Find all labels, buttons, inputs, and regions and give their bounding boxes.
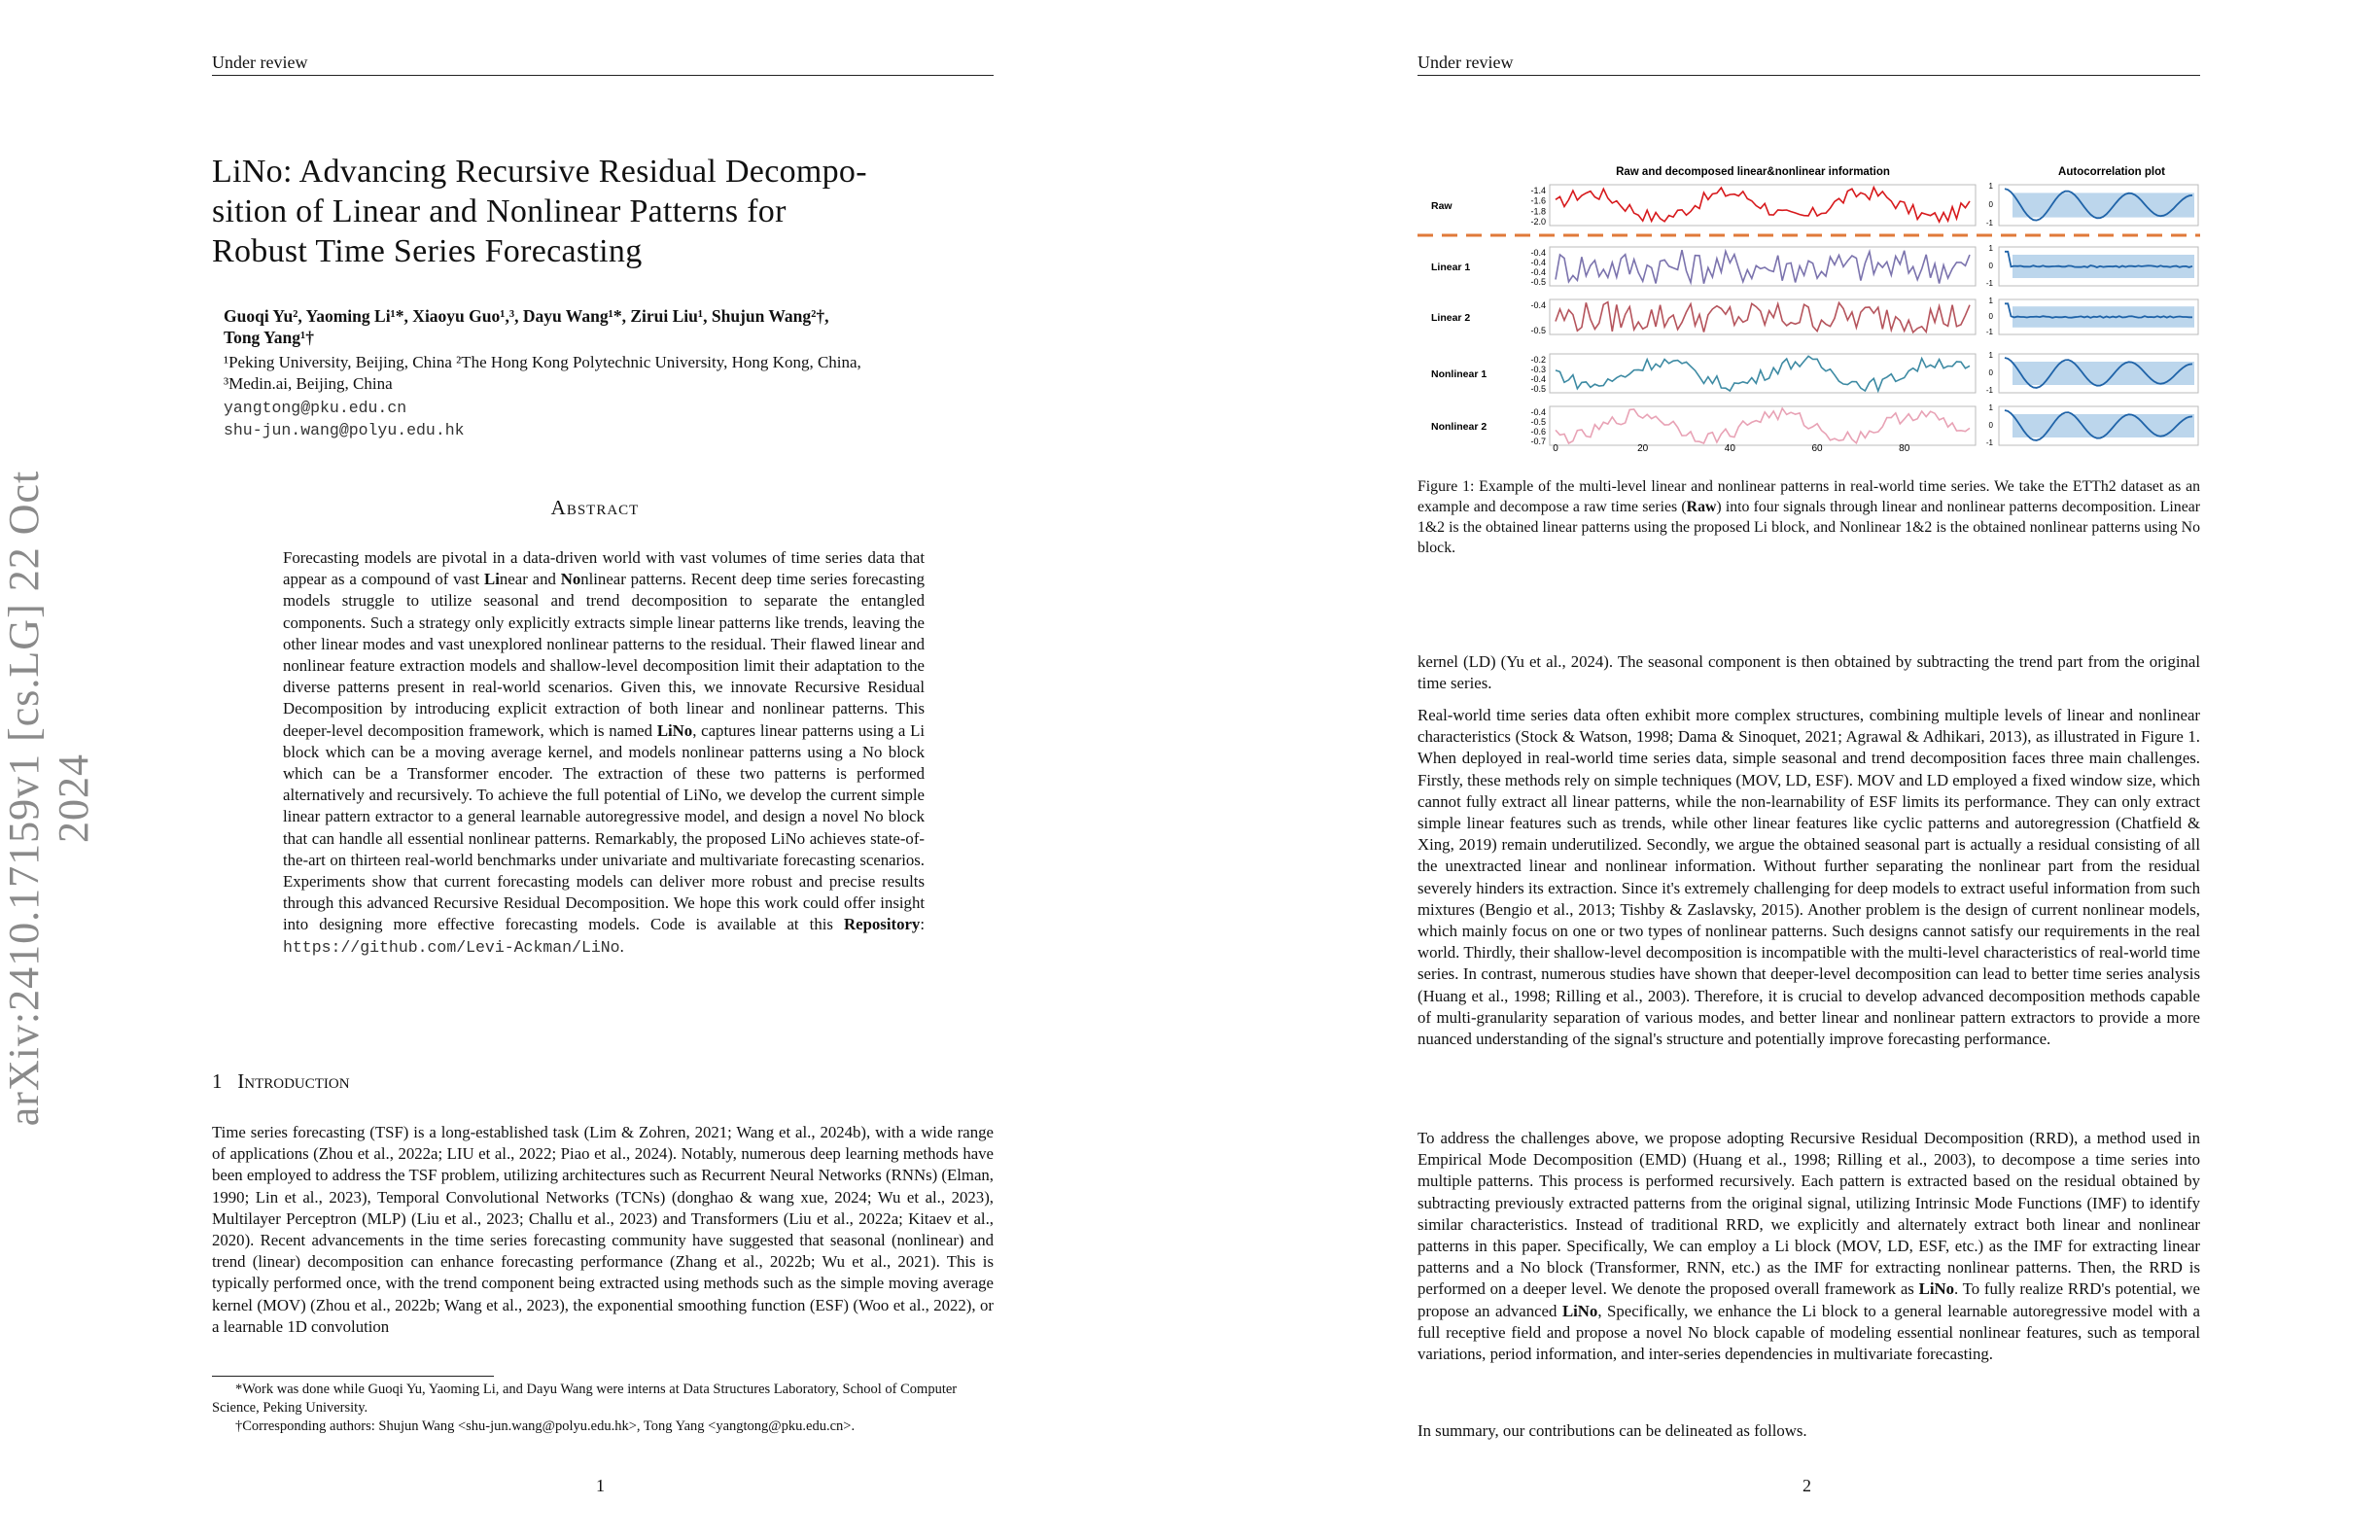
figure-row-3 [1431, 351, 2198, 395]
figure-1 [1418, 154, 2200, 457]
row-tick-label: -0.4 [1530, 267, 1546, 277]
caption-bold-raw: Raw [1686, 499, 1717, 515]
page-number-2: 2 [1802, 1476, 1811, 1495]
caption-prefix: Figure 1: Example of the multi-level linear and nonlinear patterns in real-world time series. We take the ETTh2 dataset as an example and decompose a raw time series ( [1418, 478, 2200, 515]
authors-line-2: Tong Yang¹† [224, 328, 314, 347]
acf-tick-label: -1 [1985, 328, 1993, 336]
page-number-1: 1 [596, 1476, 605, 1495]
abstract-bold-lino: LiNo [656, 720, 693, 740]
abstract-body [283, 547, 925, 959]
plot-frame [1550, 406, 1976, 445]
series-line [1556, 356, 1970, 391]
acf-tick-label: -1 [1985, 386, 1993, 395]
row-label: Linear 2 [1431, 312, 1471, 324]
row-tick-label: -1.8 [1530, 206, 1546, 217]
series-line [1556, 188, 1970, 222]
figure-title-right: Autocorrelation plot [2058, 166, 2165, 178]
para3-bold-lino-2: LiNo [1561, 1301, 1598, 1320]
x-tick-label: 80 [1899, 443, 1910, 454]
figure-row-1 [1431, 244, 2198, 288]
acf-tick-label: 0 [1988, 262, 1993, 270]
row-tick-label: -1.6 [1530, 195, 1546, 206]
author-list [224, 305, 1001, 348]
para3-text-a: To address the challenges above, we propose adopting Recursive Residual Decomposition (RRD), a method used in Empirical Mode Decomposition (EMD) (Huang et al., 1998; Rilling et al., 2003), to decompose a time series into multiple patterns. This process is performed recursively. Each pattern is extracted based on the residual obtained by subtracting previously extracted patterns from the original signal, utilizing Intrinsic Mode Functions (IMF) to identify similar characteristics. Instead of traditional RRD, we explicitly and alternately extract both linear and nonlinear patterns in this paper. Specifically, We can employ a Li block (MOV, LD, ESF, etc.) as the IMF for extracting linear patterns and a No block (Transformer, RNN, etc.) as the IMF for extracting nonlinear patterns. Then, the RRD is performed on a deeper level. We denote the proposed overall framework as [1418, 1129, 2200, 1299]
title-line-2: sition of Linear and Nonlinear Patterns for [212, 193, 787, 229]
row-tick-label: -0.4 [1530, 407, 1546, 417]
abstract-text-d: , captures linear patterns using a Li block which can be a moving average kernel, and models nonlinear patterns using a No block which can be a Transformer encoder. The extraction of these two patterns is performed alternatively and recursively. To achieve the full potential of LiNo, we develop the current simple linear pattern extractor to a general learnable autoregressive model, and design a novel No block that can handle all essential nonlinear patterns. Remarkably, the proposed LiNo achieves state-of-the-art on thirteen real-world benchmarks under univariate and multivariate forecasting scenarios. Experiments show that current forecasting models can deliver more robust and precise results through this advanced Recursive Residual Decomposition. We hope this work could offer insight into designing more effective forecasting models. Code is available at this [283, 720, 926, 934]
row-tick-label: -0.5 [1530, 417, 1546, 427]
acf-tick-label: 0 [1988, 312, 1993, 321]
figure-row-0 [1431, 182, 2198, 228]
para3-text-c: , Specifically, we enhance the Li block to a general learnable autoregressive model with a full receptive field and propose a novel No block capable of modeling essential nonlinear features, such as temporal variations, period information, and inter-series dependencies in multivariate forecasting. [1418, 1301, 2200, 1364]
abstract-text-a: Forecasting models are pivotal in a data-driven world with vast volumes of time series data that appear as a compound of vast [283, 548, 925, 589]
title-line-3: Robust Time Series Forecasting [212, 233, 643, 269]
row-tick-label: -0.4 [1530, 248, 1546, 258]
header-rule [212, 75, 994, 76]
abstract-bold-li: Li [484, 570, 500, 589]
intro-paragraph-1: Time series forecasting (TSF) is a long-established task (Lim & Zohren, 2021; Wang et al., 2024b), with a wide range of applications (Zhou et al., 2022a; LIU et al., 2022; Piao et al., 2024). Notably, numerous deep learning methods have been employed to address the TSF problem, utilizing architectures such as Recurrent Neural Networks (RNNs) (Elman, 1990; Lin et al., 2023), Temporal Convolutional Networks (TCNs) (donghao & wang xue, 2024; Wu et al., 2023), Multilayer Perceptron (MLP) (Liu et al., 2023; Challu et al., 2023) and Transformers (Liu et al., 2022a; Kitaev et al., 2020). Recent advancements in the time series forecasting community have suggested that seasonal (nonlinear) and trend (linear) decomposition can enhance forecasting performance (Zhang et al., 2022b; Wu et al., 2021). This is typically performed once, with the trend component being extracted using methods such as the simple moving average kernel (MOV) (Zhou et al., 2022b; Wang et al., 2023), the exponential smoothing function (ESF) (Woo et al., 2022), or a learnable 1D convolution [212, 1123, 994, 1336]
abstract-text-f: . [619, 936, 624, 956]
acf-tick-label: 0 [1988, 368, 1993, 377]
running-head-right: Under review [1418, 52, 1514, 72]
caption-suffix: ) into four signals through linear and nonlinear patterns decomposition. Linear 1&2 is the obtained linear patterns using the proposed Li block, and Nonlinear 1&2 is the obtained nonlinear patterns using No block. [1418, 499, 2200, 556]
email-pku[interactable]: yangtong@pku.edu.cn [224, 399, 407, 417]
abstract-bold-no: No [560, 570, 581, 589]
page2-paragraph-3 [1418, 1128, 2200, 1365]
paper-title [212, 152, 1009, 271]
row-label: Linear 1 [1431, 262, 1471, 273]
footnote-1: *Work was done while Guoqi Yu, Yaoming Li, and Dayu Wang were interns at Data Structures Laboratory, School of Computer Science, Peking University. [212, 1382, 958, 1416]
abstract-text-b: near and [499, 570, 561, 589]
row-tick-label: -0.4 [1530, 258, 1546, 267]
figure-title-left: Raw and decomposed linear&nonlinear information [1616, 166, 1890, 178]
footnote-2: †Corresponding authors: Shujun Wang <shu-jun.wang@polyu.edu.hk>, Tong Yang <yangtong@pku.edu.cn>. [235, 1418, 856, 1434]
row-tick-label: -1.4 [1530, 186, 1546, 195]
figure-1-caption [1418, 476, 2200, 558]
acf-tick-label: 1 [1988, 244, 1993, 253]
affiliations [224, 352, 1001, 395]
x-tick-label: 0 [1553, 443, 1558, 454]
row-tick-label: -0.7 [1530, 437, 1546, 446]
acf-tick-label: 1 [1988, 351, 1993, 360]
acf-tick-label: -1 [1985, 219, 1993, 228]
page2-paragraph-2: Real-world time series data often exhibit more complex structures, combining multiple levels of linear and nonlinear characteristics (Stock & Watson, 1998; Dama & Sinoquet, 2021; Agrawal & Adhikari, 2013), as illustrated in Figure 1. When deployed in real-world time series data, simple seasonal and trend decomposition faces three main challenges. Firstly, these methods rely on simple techniques (MOV, LD, ESF). MOV and LD employed a fixed window size, which cannot fully extract all linear patterns, while the non-learnability of ESF limits its performance. They can only extract simple linear features such as trends, while other linear features like cyclic patterns and autoregression (Chatfield & Xing, 2019) remain underutilized. Secondly, we argue the obtained seasonal part is actually a residual consisting of all the unextracted linear and nonlinear information. Without further separating the nonlinear part from the residual severely hinders its extraction. Since it's extremely challenging for deep models to extract useful information from such mixtures (Bengio et al., 2013; Tishby & Zaslavsky, 2015). Another problem is the design of current nonlinear models, which mainly focus on one or two types of nonlinear patterns. Such designs cannot satisfy our requirements in the real world. Thirdly, their shallow-level decomposition is incompatible with the multi-level characteristics of real-world time series. In contrast, numerous studies have shown that deeper-level decomposition can lead to better time series analysis (Huang et al., 1998; Rilling et al., 2003). Therefore, it is crucial to develop advanced decomposition methods capable of multi-granularity separation of various modes, and better linear and nonlinear pattern extractors to provide a more nuanced understanding of the signal's structure and potentially improve forecasting performance. [1418, 706, 2200, 1049]
acf-tick-label: -1 [1985, 279, 1993, 288]
acf-tick-label: -1 [1985, 438, 1993, 447]
abstract-text-e: : [920, 915, 925, 934]
affiliations-line-1: ¹Peking University, Beijing, China ²The Hong Kong Polytechnic University, Hong Kong, China, [224, 353, 861, 371]
figure-row-2 [1431, 297, 2198, 336]
row-tick-label: -2.0 [1530, 217, 1546, 227]
row-label: Raw [1431, 200, 1452, 212]
row-label: Nonlinear 2 [1431, 421, 1488, 433]
row-tick-label: -0.6 [1530, 427, 1546, 437]
acf-tick-label: 0 [1988, 200, 1993, 209]
header-rule-2 [1418, 75, 2200, 76]
section-heading-introduction [212, 1069, 350, 1094]
footnote-rule [212, 1376, 494, 1377]
acf-tick-label: 1 [1988, 297, 1993, 305]
email-polyu[interactable]: shu-jun.wang@polyu.edu.hk [224, 421, 465, 439]
x-tick-label: 20 [1637, 443, 1649, 454]
repository-link[interactable]: https://github.com/Levi-Ackman/LiNo [283, 937, 620, 957]
abstract-bold-repository: Repository [844, 915, 921, 934]
row-tick-label: -0.5 [1530, 326, 1546, 335]
running-head-left: Under review [212, 52, 308, 72]
x-tick-label: 60 [1811, 443, 1823, 454]
abstract-text-c: nlinear patterns. Recent deep time series forecasting models struggle to utilize seasonal and trend decomposition to separate the entangled components. Such a strategy only explicitly extracts simple linear patterns like trends, leaving the other linear modes and vast unexplored nonlinear patterns to the residual. Their flawed linear and nonlinear feature extraction models and shallow-level decomposition limit their adaptation to the diverse patterns present in real-world scenarios. Given this, we innovate Recursive Residual Decomposition by introducing explicit extraction of both linear and nonlinear patterns. This deeper-level decomposition framework, which is named [283, 570, 926, 740]
para3-bold-lino-1: LiNo [1918, 1279, 1954, 1299]
series-line [1556, 250, 1970, 284]
row-tick-label: -0.4 [1530, 300, 1546, 310]
authors-line-1: Guoqi Yu², Yaoming Li¹*, Xiaoyu Guo¹,³, Dayu Wang¹*, Zirui Liu¹, Shujun Wang²†, [224, 306, 829, 326]
series-line [1556, 302, 1970, 332]
section-number: 1 [212, 1069, 223, 1093]
affiliations-line-2: ³Medin.ai, Beijing, China [224, 374, 393, 393]
acf-tick-label: 0 [1988, 421, 1993, 430]
series-line [1556, 408, 1970, 443]
x-tick-label: 40 [1724, 443, 1735, 454]
row-tick-label: -0.5 [1530, 277, 1546, 287]
figure-row-4 [1431, 403, 2198, 447]
abstract-heading: Abstract [550, 496, 640, 519]
row-tick-label: -0.2 [1530, 355, 1546, 365]
acf-tick-label: 1 [1988, 182, 1993, 191]
page2-paragraph-1: kernel (LD) (Yu et al., 2024). The seasonal component is then obtained by subtracting the trend part from the original time series. [1418, 652, 2200, 693]
arxiv-identifier: arXiv:2410.17159v1 [cs.LG] 22 Oct 2024 [0, 470, 97, 1127]
para3-text-b: . To fully realize RRD's potential, we propose an advanced [1418, 1279, 2200, 1320]
page2-paragraph-4: In summary, our contributions can be delineated as follows. [1418, 1421, 1807, 1440]
section-title: Introduction [237, 1069, 350, 1093]
row-tick-label: -0.5 [1530, 384, 1546, 394]
row-tick-label: -0.4 [1530, 374, 1546, 384]
acf-tick-label: 1 [1988, 403, 1993, 412]
row-tick-label: -0.3 [1530, 365, 1546, 374]
title-line-1: LiNo: Advancing Recursive Residual Decompo- [212, 154, 867, 190]
row-label: Nonlinear 1 [1431, 368, 1488, 380]
